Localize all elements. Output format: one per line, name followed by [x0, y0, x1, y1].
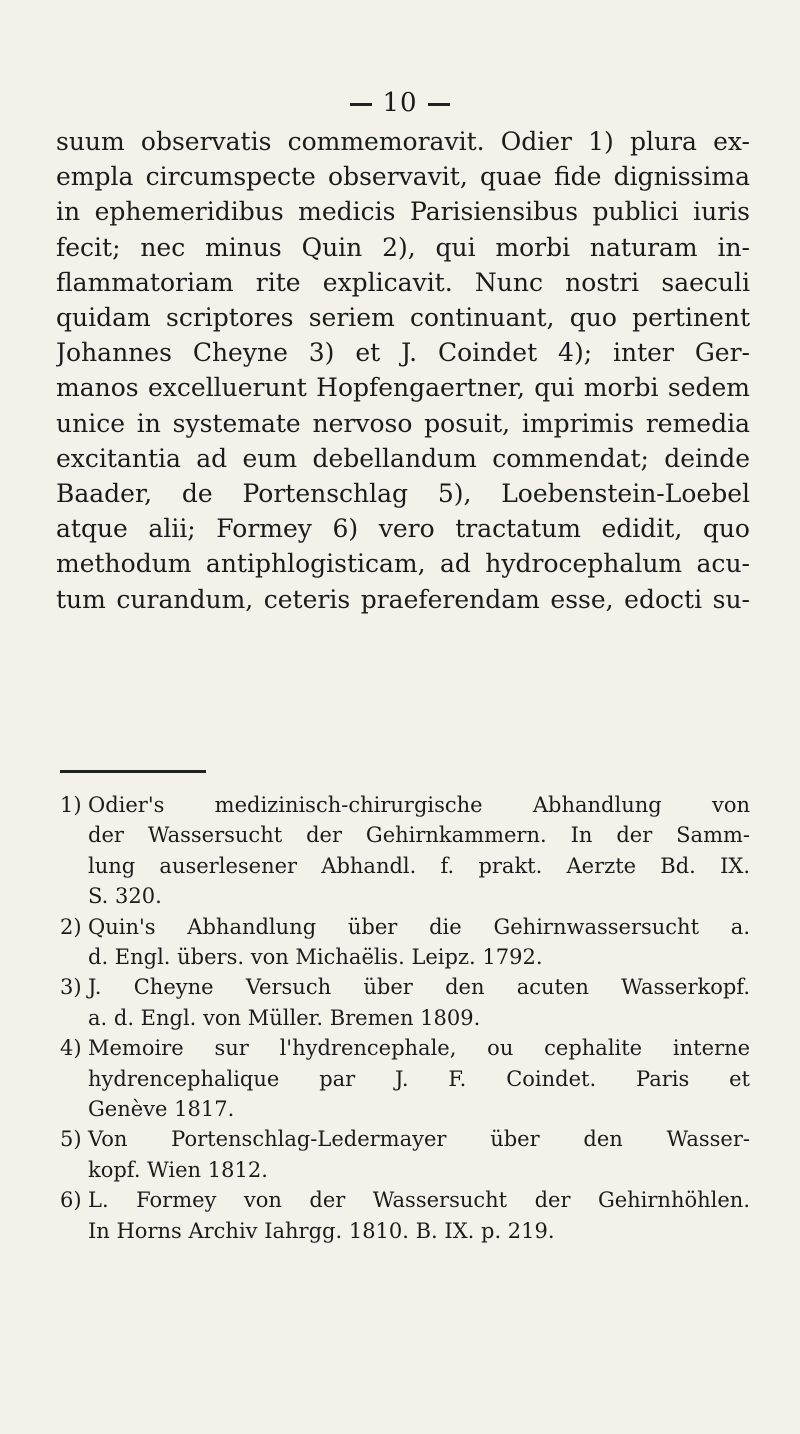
main-text-line: manos excelluerunt Hopfengaertner, qui morbi sedem [56, 373, 750, 403]
footnote-5-line-2: kopf. Wien 1812. [88, 1157, 268, 1182]
main-text-line: flammatoriam rite explicavit. Nunc nostri saeculi [56, 267, 750, 297]
footnote-text: Quin's Abhandlung über die Gehirnwassersucht a. [88, 914, 750, 939]
main-text-line: in ephemeridibus medicis Parisiensibus publici iuris [56, 197, 750, 227]
header-dash-right [428, 103, 450, 106]
main-text-line: methodum antiphlogisticam, ad hydrocephalum acu- [56, 549, 750, 579]
footnote-text: L. Formey von der Wassersucht der Gehirnhöhlen. [88, 1188, 750, 1213]
footnote-text: Memoire sur l'hydrencephale, ou cephalite interne [88, 1036, 750, 1061]
footnotes-block [60, 790, 750, 1246]
footnote-text: J. Cheyne Versuch über den acuten Wasserkopf. [88, 975, 750, 1000]
footnote-3-line-1 [60, 972, 750, 1002]
footnote-1-line-4: S. 320. [88, 884, 162, 909]
main-text-line: unice in systemate nervoso posuit, imprimis remedia [56, 408, 750, 438]
footnote-6-line-1 [60, 1185, 750, 1215]
footnote-4-line-1 [60, 1033, 750, 1063]
main-text-line: Baader, de Portenschlag 5), Loebenstein-Loebel [56, 479, 750, 509]
main-text-line: fecit; nec minus Quin 2), qui morbi naturam in- [56, 232, 750, 262]
main-text-line: Johannes Cheyne 3) et J. Coindet 4); inter Ger- [56, 338, 750, 368]
main-text-line: suum observatis commemoravit. Odier 1) plura ex- [56, 127, 750, 156]
main-text-block [56, 124, 750, 617]
footnote-2-line-1 [60, 912, 750, 942]
footnote-5-line-1 [60, 1124, 750, 1154]
main-text-line: empla circumspecte observavit, quae fide dignissima [56, 162, 750, 192]
footnote-marker: 6) [60, 1188, 82, 1213]
page-number: 10 [382, 88, 418, 118]
footnote-4-line-2: hydrencephalique par J. F. Coindet. Paris et [88, 1066, 750, 1091]
main-text-line: tum curandum, ceteris praeferendam esse, edocti su- [56, 584, 750, 614]
footnote-text: Odier's medizinisch-chirurgische Abhandlung von [88, 793, 750, 817]
page-header [0, 88, 800, 118]
footnote-4-line-3: Genève 1817. [88, 1097, 235, 1122]
header-dash-left [350, 103, 372, 106]
footnote-marker: 2) [60, 914, 82, 939]
footnote-marker: 1) [60, 793, 82, 817]
footnote-separator-rule [60, 770, 206, 773]
footnote-2-line-2: d. Engl. übers. von Michaëlis. Leipz. 1792. [88, 945, 543, 970]
main-text-line: atque alii; Formey 6) vero tractatum edidit, quo [56, 514, 750, 544]
footnote-marker: 3) [60, 975, 82, 1000]
footnote-marker: 5) [60, 1127, 82, 1152]
main-text-line: quidam scriptores seriem continuant, quo pertinent [56, 303, 750, 333]
footnote-1-line-3: lung auserlesener Abhandl. f. prakt. Aerzte Bd. IX. [88, 853, 750, 878]
footnote-6-line-2: In Horns Archiv Iahrgg. 1810. B. IX. p. 219. [88, 1218, 555, 1243]
main-text-line: excitantia ad eum debellandum commendat; deinde [56, 443, 750, 473]
footnote-3-line-2: a. d. Engl. von Müller. Bremen 1809. [88, 1005, 481, 1030]
footnote-1-line-2: der Wassersucht der Gehirnkammern. In der Samm- [88, 823, 750, 848]
footnote-text: Von Portenschlag-Ledermayer über den Wasser- [88, 1127, 750, 1152]
footnote-marker: 4) [60, 1036, 82, 1061]
footnote-1-line-1 [60, 790, 750, 820]
